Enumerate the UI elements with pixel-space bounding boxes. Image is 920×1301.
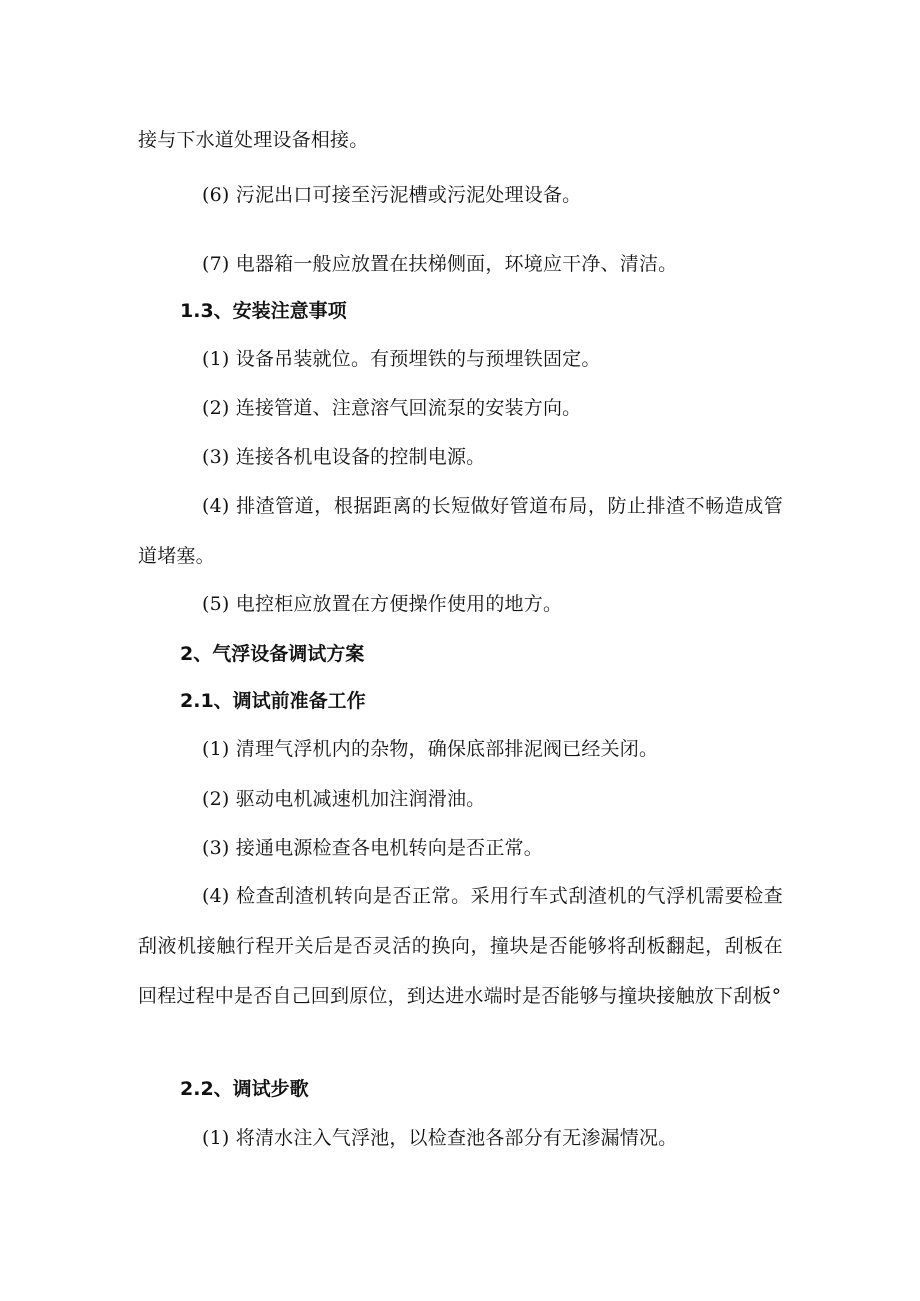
paragraph-continuation: 接与下水道处理设备相接。 [138, 129, 369, 151]
section-heading-2: 2、气浮设备调试方案 [180, 643, 365, 665]
install-item-3: (3) 连接各机电设备的控制电源。 [202, 446, 486, 468]
section-heading-2-1: 2.1、调试前准备工作 [180, 690, 366, 712]
install-item-4: (4) 排渣管道，根据距离的长短做好管道布局，防止排渣不畅造成管道堵塞。 [138, 495, 783, 567]
install-item-2: (2) 连接管道、注意溶气回流泵的安装方向。 [202, 397, 582, 419]
prep-item-2: (2) 驱动电机减速机加注润滑油。 [202, 788, 486, 810]
prep-item-1: (1) 清理气浮机内的杂物，确保底部排泥阀已经关闭。 [202, 738, 659, 760]
install-item-1: (1) 设备吊装就位。有预埋铁的与预埋铁固定。 [202, 348, 601, 370]
list-item-7: (7) 电器箱一般应放置在扶梯侧面，环境应干净、清洁。 [202, 253, 678, 275]
list-item-6: (6) 污泥出口可接至污泥槽或污泥处理设备。 [202, 184, 582, 206]
section-heading-1-3: 1.3、安装注意事项 [180, 300, 347, 322]
section-heading-2-2: 2.2、调试步歌 [180, 1078, 309, 1100]
step-item-1: (1) 将清水注入气浮池，以检查池各部分有无渗漏情况。 [202, 1127, 678, 1149]
install-item-5: (5) 电控柜应放置在方便操作使用的地方。 [202, 593, 563, 615]
prep-item-3: (3) 接通电源检查各电机转向是否正常。 [202, 837, 543, 859]
prep-item-4: (4) 检查刮渣机转向是否正常。采用行车式刮渣机的气浮机需要检查刮液机接触行程开关后是否灵活的换向，撞块是否能够将刮板翻起，刮板在回程过程中是否自己回到原位，到达进水端时是否能够与撞块接触放下刮板° [138, 885, 783, 1007]
